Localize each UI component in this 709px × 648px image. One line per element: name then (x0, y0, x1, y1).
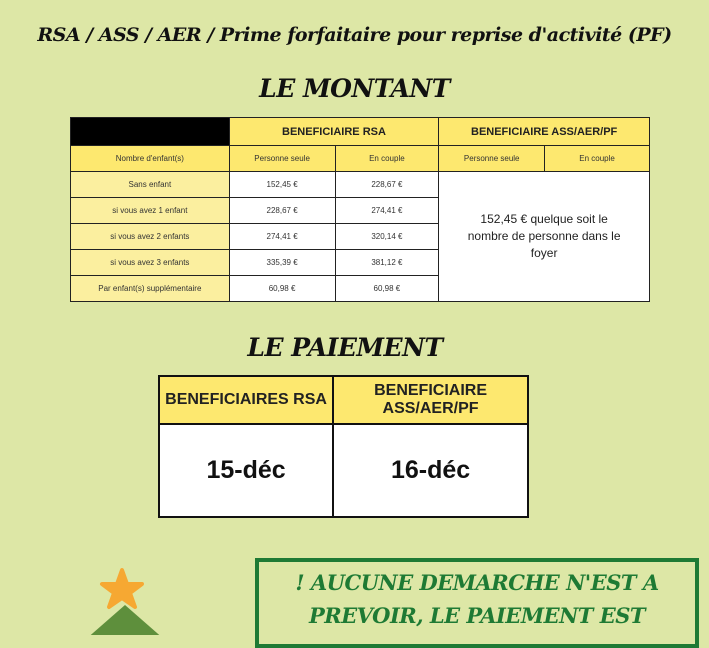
rsa-couple-value: 228,67 € (335, 172, 439, 198)
group-rsa: BENEFICIAIRE RSA (229, 118, 439, 146)
row-label: si vous avez 1 enfant (71, 198, 230, 224)
col-rsa-couple: En couple (335, 146, 439, 172)
notice-line-1: ! AUCUNE DEMARCHE N'EST A (295, 570, 659, 595)
rsa-couple-value: 381,12 € (335, 250, 439, 276)
paiement-table (158, 375, 529, 518)
ass-note: 152,45 € quelque soit le nombre de personne dans le foyer (439, 172, 650, 302)
notice-line-2: PREVOIR, LE PAIEMENT EST (308, 603, 646, 628)
row-label: Par enfant(s) supplémentaire (71, 276, 230, 302)
col-ass: BENEFICIAIRE ASS/AER/PF (333, 376, 528, 424)
col-ass-single: Personne seule (439, 146, 545, 172)
date-ass: 16-déc (333, 424, 528, 517)
rsa-single-value: 60,98 € (229, 276, 335, 302)
rsa-couple-value: 60,98 € (335, 276, 439, 302)
group-ass: BENEFICIAIRE ASS/AER/PF (439, 118, 650, 146)
col-rsa-single: Personne seule (229, 146, 335, 172)
rsa-couple-value: 274,41 € (335, 198, 439, 224)
subtitle: RSA / ASS / AER / Prime forfaitaire pour reprise d'activité (PF) (37, 24, 672, 46)
christmas-tree-icon (80, 565, 170, 635)
row-label: Sans enfant (71, 172, 230, 198)
col-children: Nombre d'enfant(s) (71, 146, 230, 172)
rsa-couple-value: 320,14 € (335, 224, 439, 250)
notice-box (255, 558, 699, 648)
row-label: si vous avez 3 enfants (71, 250, 230, 276)
star-icon (102, 570, 142, 607)
paiement-title: LE PAIEMENT (247, 333, 443, 362)
montant-table (70, 117, 650, 302)
rsa-single-value: 274,41 € (229, 224, 335, 250)
rsa-single-value: 228,67 € (229, 198, 335, 224)
rsa-single-value: 335,39 € (229, 250, 335, 276)
row-label: si vous avez 2 enfants (71, 224, 230, 250)
montant-title: LE MONTANT (259, 74, 450, 103)
col-ass-couple: En couple (545, 146, 650, 172)
header-blank (71, 118, 230, 146)
rsa-single-value: 152,45 € (229, 172, 335, 198)
date-rsa: 15-déc (159, 424, 333, 517)
col-rsa: BENEFICIAIRES RSA (159, 376, 333, 424)
